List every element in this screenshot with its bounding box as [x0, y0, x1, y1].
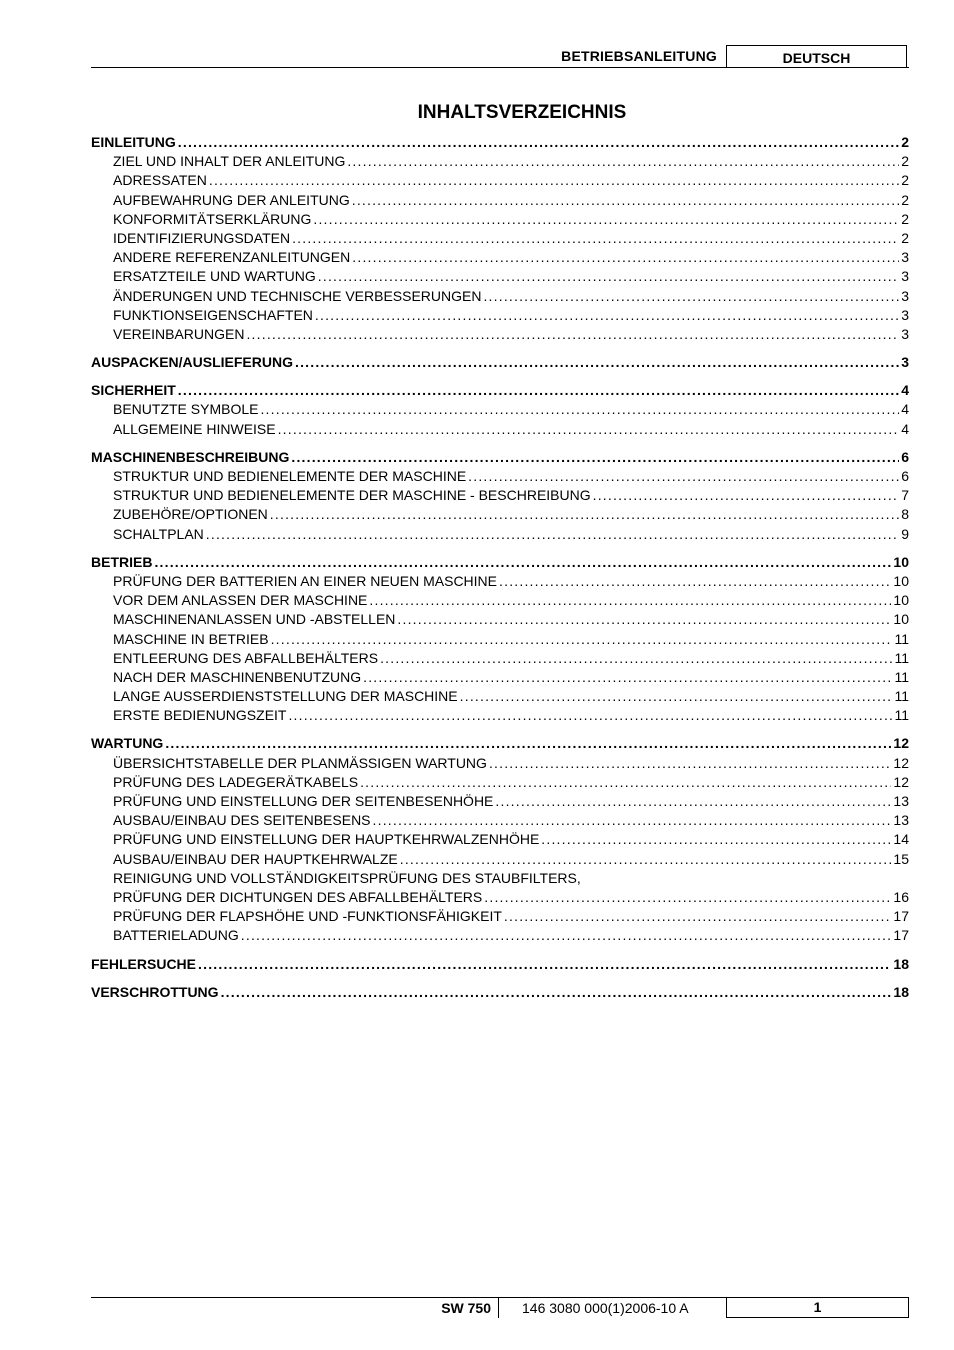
toc-subentry[interactable]: [91, 191, 909, 210]
toc-entry-title: PRÜFUNG UND EINSTELLUNG DER SEITENBESENHÖHE: [113, 793, 494, 809]
toc-subentry[interactable]: [91, 420, 909, 439]
toc-subentry[interactable]: [91, 267, 909, 286]
toc-dot-leader: [483, 287, 899, 306]
toc-entry-page: 9: [901, 525, 909, 542]
toc-entry-page: 4: [901, 382, 909, 399]
toc-subentry[interactable]: [91, 210, 909, 229]
toc-entry-page: 3: [901, 249, 909, 266]
header-language-box: DEUTSCH: [726, 45, 907, 67]
toc-section: [91, 353, 909, 372]
toc-subentry[interactable]: [91, 630, 909, 649]
toc-entry-page: 18: [893, 955, 909, 972]
toc-subentry[interactable]: [91, 591, 909, 610]
toc-entry-page: 11: [894, 688, 909, 705]
toc-section: [91, 955, 909, 974]
toc-subentry[interactable]: [91, 248, 909, 267]
toc-entry-page: 2: [901, 134, 909, 150]
toc-subentry[interactable]: [91, 171, 909, 190]
toc-entry-title: AUFBEWAHRUNG DER ANLEITUNG: [113, 191, 350, 208]
toc-dot-leader: [369, 591, 891, 610]
toc-dot-leader: [484, 888, 891, 907]
toc-section: [91, 553, 909, 726]
toc-dot-leader: [292, 229, 899, 248]
toc-subentry[interactable]: [91, 773, 909, 792]
toc-entry-title: BETRIEB: [91, 553, 153, 570]
toc-entry-page: 2: [901, 210, 909, 227]
toc-dot-leader: [270, 505, 899, 524]
toc-subentry[interactable]: [91, 525, 909, 544]
toc-entry-page: 2: [901, 229, 909, 246]
toc-subentry[interactable]: [91, 706, 909, 725]
toc-subentry[interactable]: [91, 400, 909, 419]
toc-dot-leader: [495, 792, 891, 811]
toc-entry-page: 4: [901, 401, 909, 418]
toc-entry-page: 3: [901, 287, 909, 304]
toc-entry-page: 2: [901, 153, 909, 170]
toc-dot-leader: [288, 706, 892, 725]
toc-entry-title: ZUBEHÖRE/OPTIONEN: [113, 506, 268, 523]
toc-entry-page: 18: [893, 983, 909, 1000]
toc-section: [91, 983, 909, 1002]
footer-model: SW 750: [441, 1300, 491, 1316]
toc-dot-leader: [241, 926, 892, 945]
toc-entry-page: 12: [893, 735, 909, 752]
toc-entry-title: NACH DER MASCHINENBENUTZUNG: [113, 668, 362, 685]
toc-dot-leader: [352, 191, 899, 210]
toc-entry-page: 16: [893, 888, 909, 905]
toc-dot-leader: [178, 133, 899, 152]
toc-dot-leader: [154, 553, 891, 572]
toc-entry-page: 11: [894, 668, 909, 685]
toc-dot-leader: [221, 983, 892, 1002]
footer-page-number: 1: [726, 1297, 909, 1318]
toc-entry-page: 12: [893, 773, 909, 790]
toc-entry-page: 2: [901, 191, 909, 208]
header-title: BETRIEBSANLEITUNG: [561, 48, 717, 64]
toc-entry-title: REINIGUNG UND VOLLSTÄNDIGKEITSPRÜFUNG DES STAUBFILTERS,: [113, 869, 581, 886]
toc-dot-leader: [352, 248, 899, 267]
toc-dot-leader: [541, 830, 891, 849]
toc-subentry[interactable]: [91, 754, 909, 773]
toc-entry-page: 17: [893, 908, 909, 925]
toc-entry-page: 7: [901, 487, 909, 504]
toc-entry-page: 12: [893, 754, 909, 771]
toc-entry-title: KONFORMITÄTSERKLÄRUNG: [113, 210, 312, 227]
toc-chapter-entry[interactable]: [91, 553, 909, 572]
toc-entry-page: 15: [893, 850, 909, 867]
toc-chapter-entry[interactable]: [91, 353, 909, 372]
toc-entry-title: PRÜFUNG DER BATTERIEN AN EINER NEUEN MASCHINE: [113, 572, 498, 589]
page-title: INHALTSVERZEICHNIS: [417, 102, 627, 123]
toc-dot-leader: [206, 525, 899, 544]
footer-separator: [498, 1297, 499, 1318]
toc-entry-title: ANDERE REFERENZANLEITUNGEN: [113, 249, 351, 266]
toc-dot-leader: [373, 811, 892, 830]
toc-entry-page: 4: [901, 420, 909, 437]
toc-subentry[interactable]: [91, 287, 909, 306]
toc-entry-page: 8: [901, 506, 909, 523]
toc-subentry[interactable]: [91, 325, 909, 344]
toc-dot-leader: [593, 486, 900, 505]
toc-entry-page: 13: [893, 812, 909, 829]
toc-chapter-entry[interactable]: [91, 983, 909, 1002]
toc-entry-title: ERSATZTEILE UND WARTUNG: [113, 268, 316, 285]
toc-entry-title: FEHLERSUCHE: [91, 955, 197, 972]
toc-subentry[interactable]: [91, 229, 909, 248]
toc-dot-leader: [363, 668, 892, 687]
toc-subentry[interactable]: [91, 888, 909, 907]
toc-entry-title: STRUKTUR UND BEDIENELEMENTE DER MASCHINE: [113, 468, 467, 484]
toc-dot-leader: [246, 325, 899, 344]
toc-entry-page: 13: [893, 793, 909, 809]
toc-entry-page: 3: [901, 354, 909, 371]
toc-chapter-entry[interactable]: [91, 448, 909, 467]
toc-subentry[interactable]: [91, 610, 909, 629]
toc-subentry[interactable]: [91, 505, 909, 524]
toc-dot-leader: [260, 400, 899, 419]
toc-entry-title: FUNKTIONSEIGENSCHAFTEN: [113, 306, 313, 323]
toc-entry-title: PRÜFUNG DER FLAPSHÖHE UND -FUNKTIONSFÄHIGKEIT: [113, 908, 502, 925]
toc-entry-title: VEREINBARUNGEN: [113, 325, 245, 342]
toc-entry-title: VERSCHROTTUNG: [91, 983, 219, 1000]
toc-subentry[interactable]: [91, 830, 909, 849]
toc-entry-title: AUSBAU/EINBAU DER HAUPTKEHRWALZE: [113, 850, 398, 867]
toc-entry-title: ERSTE BEDIENUNGSZEIT: [113, 707, 287, 724]
toc-entry-page: 6: [901, 468, 909, 484]
toc-entry-title: MASCHINENANLASSEN UND -ABSTELLEN: [113, 611, 396, 628]
toc-entry-title: ÜBERSICHTSTABELLE DER PLANMÄSSIGEN WARTUNG: [113, 754, 487, 771]
toc-entry-page: 10: [893, 592, 909, 609]
toc-dot-leader: [271, 630, 893, 649]
toc-subentry[interactable]: [91, 850, 909, 869]
toc-entry-page: 11: [894, 649, 909, 666]
toc-entry-title: EINLEITUNG: [91, 134, 176, 150]
toc-subentry[interactable]: [91, 486, 909, 505]
toc-entry-title: IDENTIFIZIERUNGSDATEN: [113, 229, 291, 246]
toc-entry-title: MASCHINE IN BETRIEB: [113, 630, 269, 647]
toc-entry-title: PRÜFUNG UND EINSTELLUNG DER HAUPTKEHRWALZENHÖHE: [113, 831, 540, 848]
toc-subentry[interactable]: [91, 869, 909, 888]
toc-dot-leader: [489, 754, 891, 773]
toc-entry-page: 17: [893, 927, 909, 944]
toc-section: [91, 133, 909, 344]
toc-subentry[interactable]: [91, 687, 909, 706]
toc-subentry[interactable]: [91, 649, 909, 668]
toc-section: [91, 448, 909, 544]
toc-entry-title: AUSBAU/EINBAU DES SEITENBESENS: [113, 812, 371, 829]
toc-subentry[interactable]: [91, 572, 909, 591]
toc-entry-page: 3: [901, 325, 909, 342]
toc-entry-title: AUSPACKEN/AUSLIEFERUNG: [91, 354, 293, 371]
toc-entry-title: SICHERHEIT: [91, 382, 176, 399]
toc-dot-leader: [295, 353, 899, 372]
toc-entry-title: ENTLEERUNG DES ABFALLBEHÄLTERS: [113, 649, 379, 666]
toc-chapter-entry[interactable]: [91, 734, 909, 753]
toc-entry-title: ADRESSATEN: [113, 172, 207, 189]
toc-section: [91, 734, 909, 945]
toc-dot-leader: [313, 210, 899, 229]
toc-dot-leader: [397, 610, 891, 629]
toc-subentry[interactable]: [91, 152, 909, 171]
toc-chapter-entry[interactable]: [91, 955, 909, 974]
toc-entry-title: PRÜFUNG DER DICHTUNGEN DES ABFALLBEHÄLTERS: [113, 888, 483, 905]
toc-subentry[interactable]: [91, 811, 909, 830]
toc-dot-leader: [468, 467, 899, 486]
toc-entry-page: 11: [894, 630, 909, 647]
toc-entry-title: WARTUNG: [91, 735, 164, 752]
toc-entry-page: 10: [893, 572, 909, 589]
toc-entry-page: 10: [893, 553, 909, 570]
toc-dot-leader: [499, 572, 891, 591]
toc-dot-leader: [291, 448, 899, 467]
toc-entry-title: VOR DEM ANLASSEN DER MASCHINE: [113, 592, 368, 609]
toc-entry-title: ALLGEMEINE HINWEISE: [113, 420, 276, 437]
toc-entry-page: 11: [894, 707, 909, 724]
toc-dot-leader: [278, 420, 900, 439]
toc-entry-title: MASCHINENBESCHREIBUNG: [91, 448, 290, 465]
toc-subentry[interactable]: [91, 907, 909, 926]
toc-entry-title: SCHALTPLAN: [113, 525, 204, 542]
toc-subentry[interactable]: [91, 926, 909, 945]
toc-section: [91, 381, 909, 439]
toc-dot-leader: [315, 306, 899, 325]
toc-dot-leader: [318, 267, 899, 286]
toc-dot-leader: [504, 907, 892, 926]
toc-dot-leader: [198, 955, 891, 974]
table-of-contents: [91, 133, 909, 1011]
toc-subentry[interactable]: [91, 668, 909, 687]
toc-entry-title: ÄNDERUNGEN UND TECHNISCHE VERBESSERUNGEN: [113, 287, 482, 304]
toc-subentry[interactable]: [91, 306, 909, 325]
toc-entry-page: 6: [901, 448, 909, 465]
toc-entry-title: ZIEL UND INHALT DER ANLEITUNG: [113, 153, 346, 170]
toc-dot-leader: [380, 649, 892, 668]
toc-entry-title: PRÜFUNG DES LADEGERÄTKABELS: [113, 773, 359, 790]
toc-entry-page: 3: [901, 306, 909, 323]
toc-chapter-entry[interactable]: [91, 381, 909, 400]
toc-entry-page: 10: [893, 611, 909, 628]
toc-dot-leader: [165, 734, 891, 753]
toc-dot-leader: [460, 687, 893, 706]
toc-dot-leader: [209, 171, 899, 190]
toc-entry-title: BENUTZTE SYMBOLE: [113, 401, 259, 418]
toc-dot-leader: [400, 850, 892, 869]
toc-entry-page: 3: [901, 268, 909, 285]
toc-dot-leader: [178, 381, 899, 400]
toc-entry-title: BATTERIELADUNG: [113, 927, 239, 944]
toc-entry-title: LANGE AUSSERDIENSTSTELLUNG DER MASCHINE: [113, 688, 458, 705]
toc-dot-leader: [347, 152, 899, 171]
toc-subentry[interactable]: [91, 792, 909, 811]
toc-subentry[interactable]: [91, 467, 909, 486]
toc-entry-page: 2: [901, 172, 909, 189]
toc-chapter-entry[interactable]: [91, 133, 909, 152]
toc-entry-page: 14: [893, 831, 909, 848]
toc-dot-leader: [360, 773, 891, 792]
footer-code: 146 3080 000(1)2006-10 A: [522, 1300, 689, 1316]
toc-entry-title: STRUKTUR UND BEDIENELEMENTE DER MASCHINE - BESCHREIBUNG: [113, 487, 591, 504]
